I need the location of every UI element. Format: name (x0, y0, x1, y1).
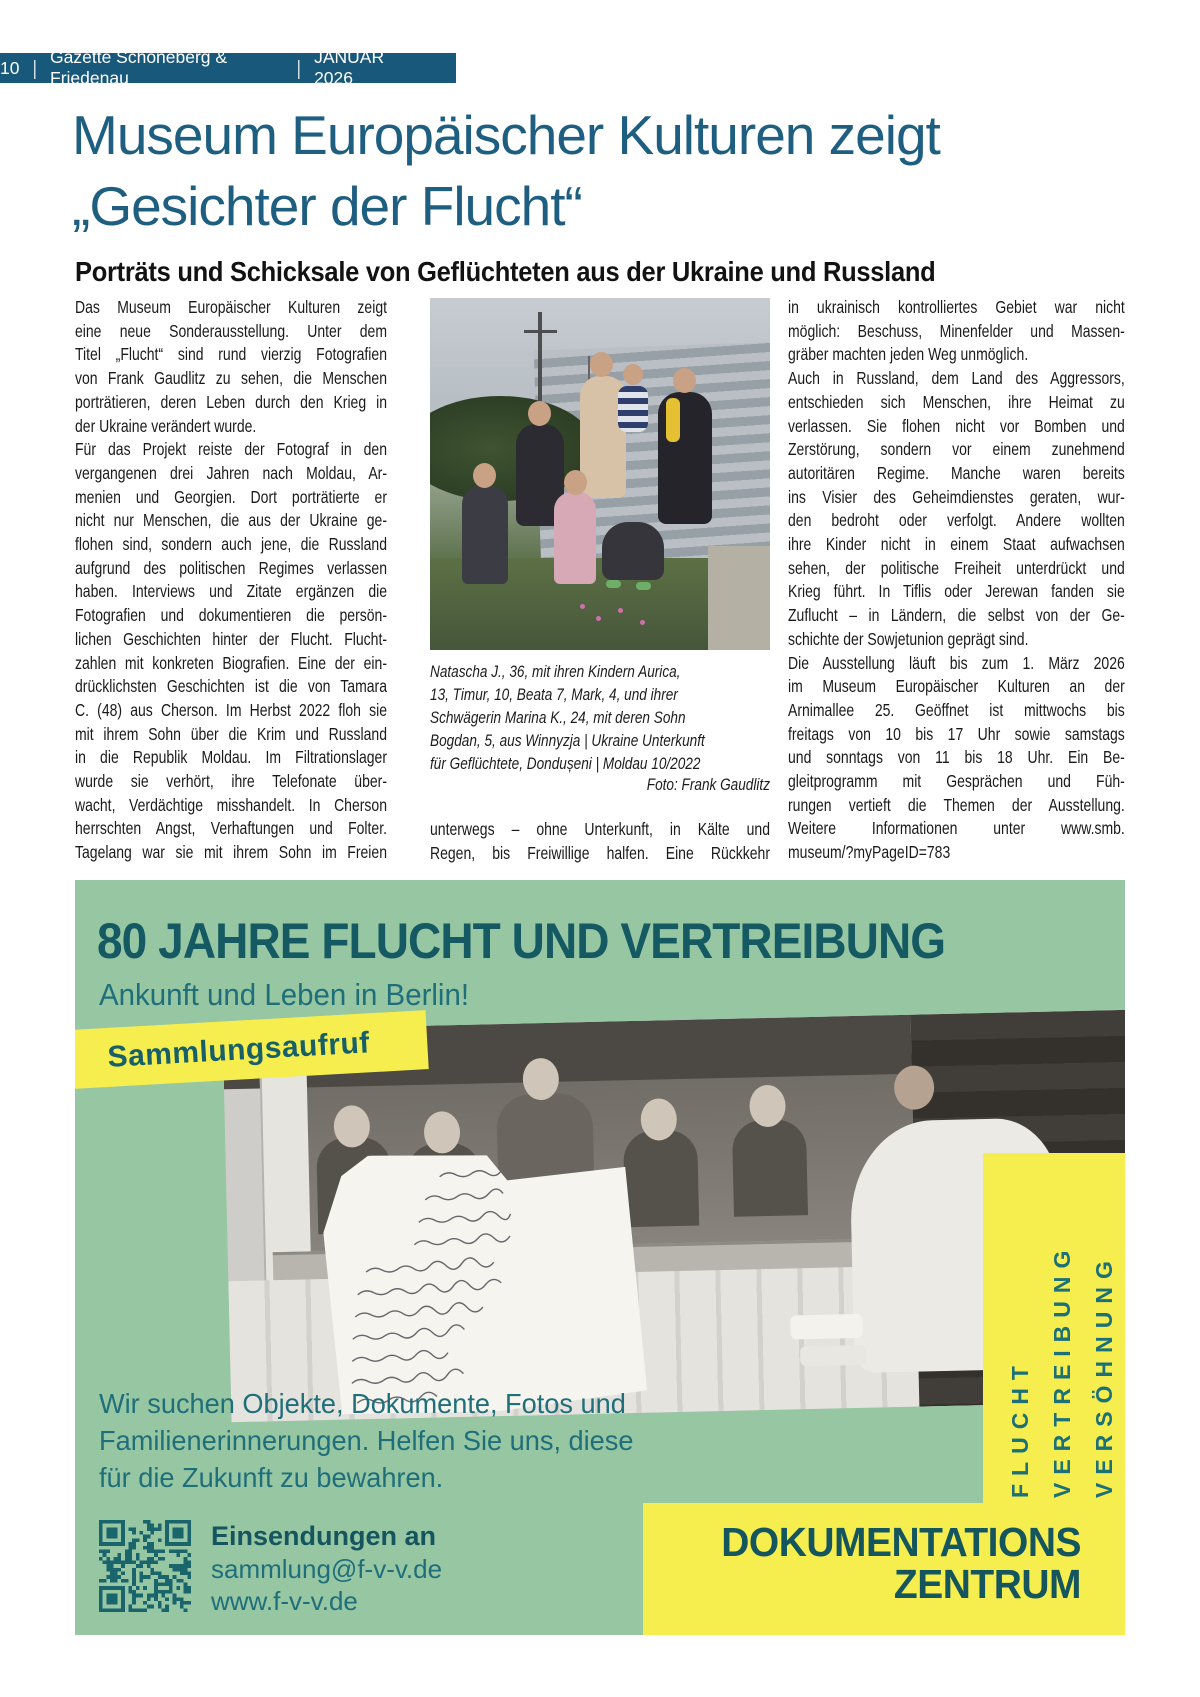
body-line: Zerstörung, sondern vor einem zunehmend (788, 439, 1125, 460)
gazette-title: Gazette Schöneberg & Friedenau (50, 47, 228, 88)
article-column-3 (788, 296, 1125, 865)
crouching-boy-figure (602, 522, 664, 580)
green-shoe (636, 582, 651, 590)
contact-website[interactable]: www.f-v-v.de (211, 1586, 358, 1616)
body-line: vergangenen drei Jahren nach Moldau, Ar- (75, 462, 387, 483)
body-line: flohen sind, sondern auch jene, die Russland (75, 534, 387, 555)
body-line: Die Ausstellung läuft bis zum 1. März 2026 (788, 652, 1125, 673)
contact-text (211, 1520, 442, 1617)
body-line: im Museum Europäischer Kulturen an der (788, 676, 1125, 697)
headline-line-2: „Gesichter der Flucht“ (72, 175, 582, 237)
caption-line: Natascha J., 36, mit ihren Kindern Aurica, (430, 662, 681, 681)
toddler-head (623, 364, 643, 385)
boy-figure (462, 486, 508, 584)
body-line: Weitere Informationen unter www.smb. (788, 818, 1125, 839)
body-line: wacht, Verdächtige misshandelt. In Cherson (75, 794, 387, 815)
headline-line-1: Museum Europäischer Kulturen zeigt (72, 104, 940, 166)
body-line: Zuflucht – in Ländern, die selbst von der Ge- (788, 605, 1125, 626)
bowl (800, 1345, 866, 1366)
yellow-hood (666, 398, 680, 442)
body-line: unterwegs – ohne Unterkunft, in Kälte und (430, 819, 770, 839)
face (749, 1084, 786, 1127)
man-in-white-head (893, 1065, 934, 1110)
body-line: entschieden sich Menschen, ihre Heimat zu (788, 391, 1125, 412)
ad-body-line: für die Zukunft zu bewahren. (99, 1462, 444, 1493)
separator: | (296, 55, 302, 79)
body-line: Titel „Flucht“ sind rund vierzig Fotografien (75, 344, 387, 365)
body-line: und sonntags von 11 bis 18 Uhr. Ein Be- (788, 747, 1125, 768)
body-line: ins Visier des Geheimdienstes geraten, wur- (788, 486, 1125, 507)
body-line: gleitprogramm mit Gesprächen und Füh- (788, 771, 1125, 792)
body-line: nicht nur Menschen, die aus der Ukraine ge- (75, 510, 387, 531)
body-line: haben. Interviews und Zitate ergänzen die (75, 581, 387, 602)
flower (596, 616, 601, 621)
body-line: der Ukraine verändert wurde. (75, 415, 257, 436)
masthead-bar (0, 47, 456, 88)
body-line: in ukrainisch kontrolliertes Gebiet war nicht (788, 297, 1125, 317)
vertical-word: VERSÖHNUNG (1091, 1253, 1117, 1498)
article-column-1 (75, 296, 387, 865)
flower (618, 608, 623, 613)
body-line: porträtieren, deren Leben durch den Krieg in (75, 391, 387, 412)
body-line: freitags von 10 bis 17 Uhr sowie samstags (788, 723, 1125, 744)
body-line: eine neue Sonderausstellung. Unter dem (75, 320, 387, 341)
young-woman-figure (732, 1119, 808, 1217)
body-line: wurde sie verhört, ihre Telefonate über- (75, 771, 387, 792)
toddler-figure (618, 386, 648, 432)
body-line: lichen Geschichten hinter der Flucht. Flucht- (75, 628, 387, 649)
body-line: C. (48) aus Cherson. Im Herbst 2022 floh sie (75, 699, 387, 720)
girl-head (528, 401, 551, 426)
body-line: ihre Kinder nicht in einem Staat aufwachsen (788, 534, 1125, 555)
contact-email[interactable]: sammlung@f-v-v.de (211, 1554, 443, 1584)
handwriting-squiggles (318, 1137, 648, 1422)
ad-body-line: Wir suchen Objekte, Dokumente, Fotos und (99, 1388, 626, 1419)
body-line: verlassen. Sie flohen nicht vor Bomben und (788, 415, 1125, 436)
photo-caption (430, 660, 770, 775)
body-line: herrschten Angst, Verhaftungen und Folter. (75, 818, 387, 839)
body-line: Fotografien und dokumentieren die persön- (75, 605, 387, 626)
caption-line: Schwägerin Marina K., 24, mit deren Sohn (430, 708, 686, 727)
issue-date: JANUAR 2026 (314, 47, 385, 88)
body-line: Tagelang war sie mit ihrem Sohn im Freien (75, 842, 387, 863)
article-photo (430, 298, 770, 650)
body-line: Das Museum Europäischer Kulturen zeigt (75, 297, 387, 317)
body-line: schichte der Sowjetunion geprägt sind. (788, 628, 1029, 649)
body-line: in die Republik Moldau. Im Filtrationslager (75, 747, 387, 768)
body-line: Für das Projekt reiste der Fotograf in den (75, 439, 387, 460)
caption-line: 13, Timur, 10, Beata 7, Mark, 4, und ihrer (430, 685, 678, 704)
ad-contact-block (99, 1520, 442, 1617)
girl-pink-figure (554, 492, 596, 584)
separator: | (32, 55, 38, 79)
woman-head (673, 368, 696, 393)
body-line: menien und Georgien. Dort porträtierte er (75, 486, 387, 507)
body-line: möglich: Beschuss, Minenfelder und Massen- (788, 320, 1125, 341)
dokumentationszentrum-logo (643, 1503, 1125, 1635)
vertical-word: VERTREIBUNG (1049, 1242, 1075, 1498)
body-line: museum/?myPageID=783 (788, 842, 951, 863)
article-headline (72, 100, 940, 242)
body-line: aufgrund des politischen Regimes verlassen (75, 557, 387, 578)
ad-body-line: Familienerinnerungen. Helfen Sie uns, diese (99, 1425, 634, 1456)
body-line: gräber machten jeden Weg unmöglich. (788, 344, 1029, 365)
body-line: sehen, der politische Freiheit unterdrückt und (788, 557, 1125, 578)
caption-line: für Geflüchtete, Dondușeni | Moldau 10/2022 (430, 754, 701, 773)
body-line: drücklichsten Geschichten ist die von Tamara (75, 676, 387, 697)
girl-pink-head (564, 470, 587, 495)
body-line: von Frank Gaudlitz zu sehen, die Menschen (75, 368, 387, 389)
org-name-line-1: DOKUMENTATIONS (721, 1519, 1081, 1565)
qr-code-icon (99, 1520, 191, 1612)
vertical-word: FLUCHT (1007, 1358, 1033, 1498)
body-line: autoritären Regime. Manche waren bereits (788, 462, 1125, 483)
handwritten-letter (318, 1137, 648, 1422)
green-shoe (606, 580, 621, 588)
vertical-banner-words (999, 1168, 1125, 1498)
caption-line: Bogdan, 5, aus Winnyzja | Ukraine Unterkunft (430, 731, 705, 750)
body-line: Arnimallee 25. Geöffnet ist mittwochs bis (788, 699, 1125, 720)
article-column-2 (430, 818, 770, 865)
ad-body-text (99, 1385, 650, 1496)
flower (580, 604, 585, 609)
utility-pole-crossarm (524, 330, 557, 333)
page-number: 10 (0, 57, 20, 78)
contact-label: Einsendungen an (211, 1521, 437, 1551)
mother-head (590, 352, 613, 377)
elderly-woman-figure (623, 1129, 699, 1227)
ad-collection-call (75, 880, 1125, 1635)
ad-subtitle: Ankunft und Leben in Berlin! (99, 977, 470, 1012)
body-line: Auch in Russland, dem Land des Aggressors, (788, 368, 1125, 389)
article-subheadline: Porträts und Schicksale von Geflüchteten aus der Ukraine und Russland (75, 256, 936, 287)
body-line: Regen, bis Freiwillige halfen. Eine Rückkehr (430, 842, 770, 863)
body-line: rungen vertieft die Themen der Ausstellung. (788, 794, 1125, 815)
bowl (790, 1314, 863, 1340)
ribbon-label: Sammlungsaufruf (106, 1025, 371, 1074)
body-line: Krieg führt. In Tiflis oder Jerewan fanden sie (788, 581, 1125, 602)
body-line: mit ihrem Sohn über die Krim und Russland (75, 723, 387, 744)
org-name-line-2: ZENTRUM (893, 1561, 1081, 1607)
ad-title: 80 JAHRE FLUCHT UND VERTREIBUNG (97, 913, 946, 969)
boy-head (473, 463, 496, 488)
body-line: zahlen mit konkreten Biografien. Eine der ein- (75, 652, 387, 673)
concrete-block (708, 546, 770, 650)
photo-credit: Foto: Frank Gaudlitz (646, 775, 770, 794)
flower (640, 620, 645, 625)
body-line: den bedroht oder verfolgt. Andere wollten (788, 510, 1125, 531)
